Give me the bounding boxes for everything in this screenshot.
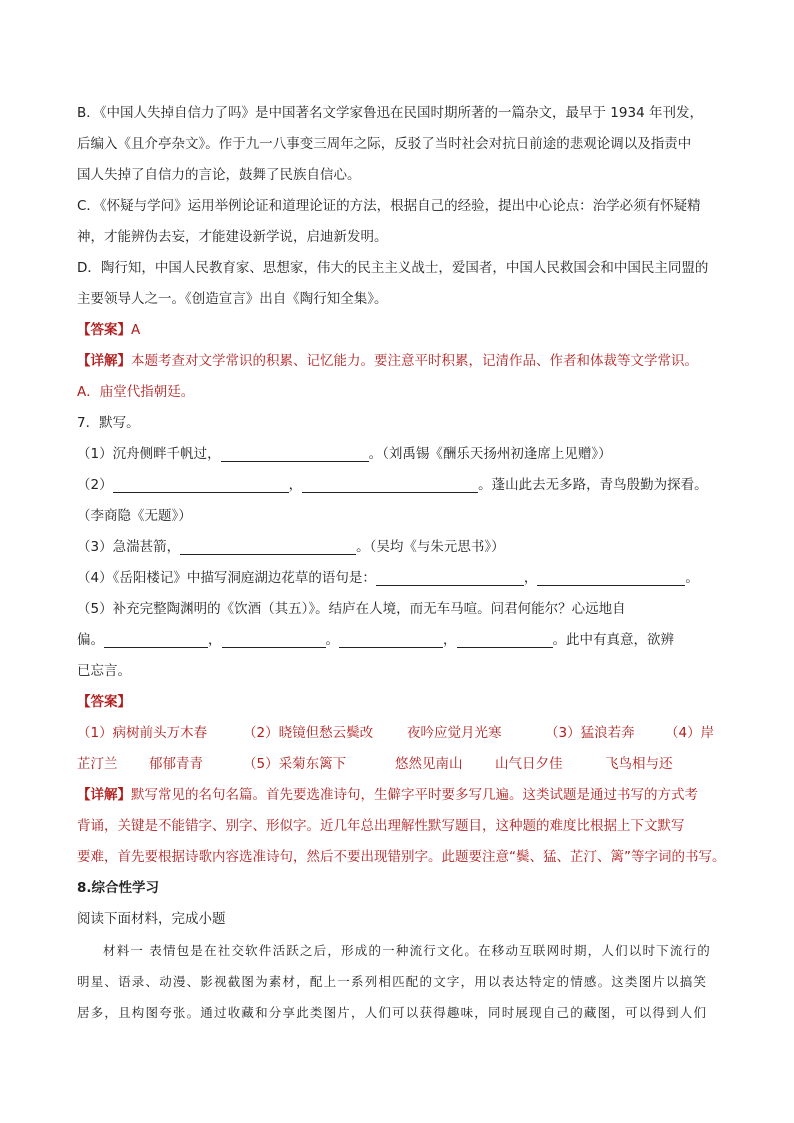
q7-item-5-sep-2: 。: [325, 632, 339, 648]
answer-item: 飞鸟相与还: [605, 756, 673, 772]
q6-detail: [77, 346, 727, 377]
fill-blank[interactable]: [180, 538, 356, 555]
q7-item-5-sep-3: ，: [443, 632, 457, 648]
answer-item: （1）病树前头万木春: [77, 725, 208, 741]
q7-item-5-line-3: 已忘言。: [77, 663, 131, 679]
detail-text: 本题考查对文学常识的积累、记忆能力。要注意平时积累，记清作品、作者和体裁等文学常识。: [131, 353, 698, 369]
q7-answers-row-1: [77, 718, 727, 749]
q7-item-2-suffix: 。蓬山此去无多路，青鸟殷勤为探看。: [478, 477, 708, 493]
q6-note: A．庙堂代指朝廷。: [77, 384, 195, 400]
q7-item-4-suffix: 。: [685, 570, 699, 586]
answer-item: （5）采菊东篱下: [243, 756, 347, 772]
q7-item-2: [77, 470, 727, 501]
q8-heading: 8.综合性学习: [77, 880, 160, 896]
q7-item-5-prefix: 偏。: [77, 632, 104, 648]
q7-detail-line-3: 要难，首先要根据诗歌内容选准诗句，然后不要出现错别字。此题要注意“鬓、猛、芷汀、篱”等字词的书写。: [77, 849, 726, 865]
q7-item-5-line-2: [77, 625, 727, 656]
answer-item: 芷汀兰: [77, 756, 118, 772]
material-1-line-2: 明星、语录、动漫、影视截图为素材，配上一系列相匹配的文字，用以表达特定的情感。这类图片以搞笑: [77, 974, 708, 989]
answer-item: （4）岸: [665, 725, 715, 741]
fill-blank[interactable]: [104, 631, 208, 648]
q8-instruction: 阅读下面材料，完成小题: [77, 911, 226, 927]
detail-tag: 【详解】: [77, 353, 131, 369]
answer-tag: 【答案】: [77, 322, 131, 338]
q7-answers-row-2: [77, 749, 727, 780]
fill-blank[interactable]: [339, 631, 443, 648]
fill-blank[interactable]: [457, 631, 553, 648]
answer-item: 山气日夕佳: [495, 756, 563, 772]
q7-detail-line-2: 背诵，关键是不能错字、别字、形似字。近几年总出理解性默写题目，这种题的难度比根据上下文默写: [77, 818, 685, 834]
q7-item-5-sep-1: ，: [208, 632, 222, 648]
q7-heading: 7．默写。: [77, 415, 140, 431]
q7-item-4: [77, 563, 727, 594]
fill-blank[interactable]: [222, 631, 326, 648]
answer-item: 悠然见南山: [395, 756, 463, 772]
fill-blank[interactable]: [376, 569, 524, 586]
q7-item-5-suffix: 。此中有真意，欲辨: [552, 632, 674, 648]
fill-blank[interactable]: [113, 476, 289, 493]
option-d-line-1: D．陶行知，中国人民教育家、思想家，伟大的民主主义战士，爱国者，中国人民救国会和中国民主同盟的: [77, 260, 709, 276]
q7-detail-line-1: [77, 780, 727, 811]
answer-value: A: [131, 322, 141, 338]
detail-text: 默写常见的名句名篇。首先要选准诗句，生僻字平时要多写几遍。这类试题是通过书写的方式考: [131, 787, 698, 803]
detail-tag: 【详解】: [77, 787, 131, 803]
q6-answer: [77, 315, 727, 346]
option-d-line-2: 主要领导人之一。《创造宣言》出自《陶行知全集》。: [77, 291, 388, 307]
option-b-line-2: 后编入《且介亭杂文》。作于九一八事变三周年之际，反驳了当时社会对抗日前途的悲观论调以及指责中: [77, 136, 692, 152]
q7-item-3-prefix: （3）急湍甚箭，: [77, 539, 181, 555]
q7-item-1-prefix: （1）沉舟侧畔千帆过，: [77, 446, 221, 462]
q7-item-2-sep: ，: [288, 477, 303, 493]
answer-item: 郁郁青青: [149, 756, 203, 772]
option-b-line-3: 国人失掉了自信力的言论，鼓舞了民族自信心。: [77, 167, 361, 183]
q7-item-3: [77, 532, 727, 563]
answer-item: （3）猛浪若奔: [545, 725, 635, 741]
q7-item-2-source: （李商隐《无题》）: [77, 508, 192, 524]
option-b-line-1: B．《中国人失掉自信力了吗》是中国著名文学家鲁迅在民国时期所著的一篇杂文，最早于 1934 年刊发，: [77, 105, 703, 121]
q7-answer-tag: 【答案】: [77, 694, 131, 710]
document-content: [77, 98, 727, 1028]
answer-item: （2）晓镜但愁云鬓改: [243, 725, 374, 741]
fill-blank[interactable]: [221, 445, 369, 462]
material-1-line-1: 材料一 表情包是在社交软件活跃之后，形成的一种流行文化。在移动互联网时期，人们以时下流行的: [103, 943, 711, 958]
fill-blank[interactable]: [537, 569, 685, 586]
q7-item-4-sep: ，: [523, 570, 538, 586]
q7-item-4-prefix: （4）《岳阳楼记》中描写洞庭湖边花草的语句是：: [77, 570, 376, 586]
q7-item-1-suffix: 。（刘禹锡《酬乐天扬州初逢席上见赠》）: [368, 446, 612, 462]
q7-item-2-prefix: （2）: [77, 477, 113, 493]
q7-item-1: [77, 439, 727, 470]
answer-item: 夜吟应觉月光寒: [407, 725, 502, 741]
fill-blank[interactable]: [302, 476, 478, 493]
option-c-line-2: 神，才能辨伪去妄，才能建设新学说，启迪新发明。: [77, 229, 388, 245]
option-c-line-1: C．《怀疑与学问》运用举例论证和道理论证的方法，根据自己的经验，提出中心论点：治学必须有怀疑精: [77, 198, 701, 214]
q7-item-5-line-1: （5）补充完整陶渊明的《饮酒（其五）》。结庐在人境，而无车马喧。问君何能尔？心远地自: [77, 601, 626, 617]
material-1-line-3: 居多，且构图夸张。通过收藏和分享此类图片，人们可以获得趣味，同时展现自己的藏图，可以得到人们: [77, 1005, 708, 1020]
q7-item-3-suffix: 。（吴均《与朱元思书》）: [356, 539, 505, 555]
